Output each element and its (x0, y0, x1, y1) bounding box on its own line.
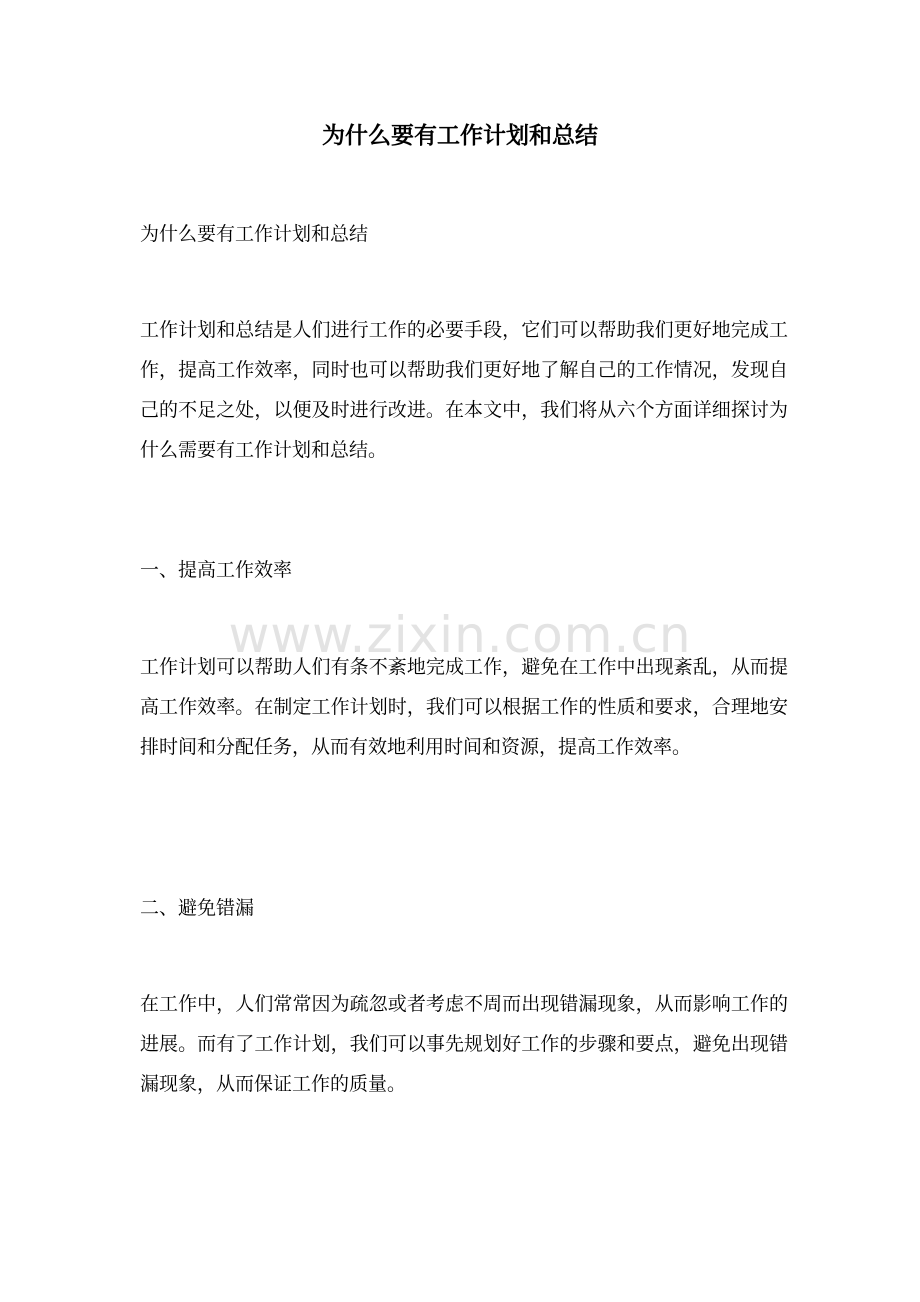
section-body-efficiency: 工作计划可以帮助人们有条不紊地完成工作，避免在工作中出现紊乱，从而提高工作效率。在制定工作计划时，我们可以根据工作的性质和要求，合理地安排时间和分配任务，从而有效地利用时间和资源，提高工作效率。 (140, 656, 788, 758)
intro-paragraph: 工作计划和总结是人们进行工作的必要手段，它们可以帮助我们更好地完成工作，提高工作效率，同时也可以帮助我们更好地了解自己的工作情况，发现自己的不足之处，以便及时进行改进。在本文中，我们将从六个方面详细探讨为什么需要有工作计划和总结。 (140, 319, 788, 461)
section-body-errors: 在工作中，人们常常因为疏忽或者考虑不周而出现错漏现象，从而影响工作的进展。而有了工作计划，我们可以事先规划好工作的步骤和要点，避免出现错漏现象，从而保证工作的质量。 (140, 993, 788, 1095)
document-title: 为什么要有工作计划和总结 (322, 122, 598, 149)
section-heading-efficiency: 一、提高工作效率 (140, 559, 293, 581)
section-heading-errors: 二、避免错漏 (140, 897, 255, 919)
watermark: www.zixin.com.cn (228, 606, 692, 664)
document-subtitle: 为什么要有工作计划和总结 (140, 223, 369, 245)
